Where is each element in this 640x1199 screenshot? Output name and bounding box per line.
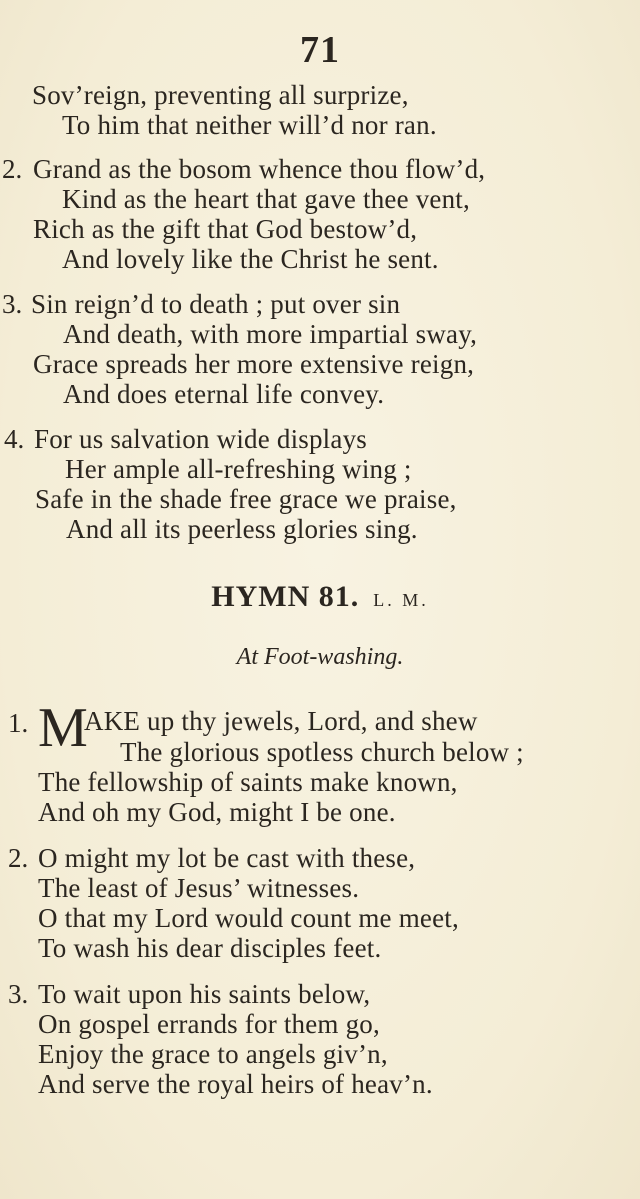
hymn-meter: L. M.	[373, 590, 429, 610]
verse-line: And death, with more impartial sway,	[63, 319, 478, 349]
verse-line: O might my lot be cast with these,	[38, 843, 416, 873]
verse-line: AKE up thy jewels, Lord, and shew	[84, 706, 478, 736]
page-number: 71	[300, 29, 340, 71]
verse-line: Sin reign’d to death ; put over sin	[31, 289, 401, 319]
verse-line: To wash his dear disciples feet.	[38, 933, 382, 963]
verse-line: And lovely like the Christ he sent.	[62, 244, 439, 274]
verse-line: And does eternal life convey.	[63, 379, 385, 409]
verse-line: And oh my God, might I be one.	[38, 797, 396, 827]
verse-line: And serve the royal heirs of heav’n.	[38, 1069, 433, 1099]
verse-line: On gospel errands for them go,	[38, 1009, 380, 1039]
verse-line: Grace spreads her more extensive reign,	[33, 349, 475, 379]
hymn-number: HYMN 81.	[211, 580, 360, 613]
stanza-number: 2.	[2, 154, 23, 184]
stanza-number: 2.	[8, 843, 29, 873]
stanza-number: 3.	[8, 979, 29, 1009]
stanza-number: 3.	[2, 289, 23, 319]
drop-cap: M	[38, 697, 88, 759]
verse-line: To wait upon his saints below,	[38, 979, 371, 1009]
verse-line: Enjoy the grace to angels giv’n,	[38, 1039, 388, 1069]
verse-line: Her ample all-refreshing wing ;	[65, 454, 412, 484]
verse-line: And all its peerless glories sing.	[66, 514, 418, 544]
verse-line: The fellowship of saints make known,	[38, 767, 458, 797]
verse-line: Grand as the bosom whence thou flow’d,	[33, 154, 486, 184]
verse-line: The least of Jesus’ witnesses.	[38, 873, 360, 903]
verse-line: Sov’reign, preventing all surprize,	[32, 80, 409, 110]
verse-line: Safe in the shade free grace we praise,	[35, 484, 457, 514]
verse-line: The glorious spotless church below ;	[120, 737, 524, 767]
stanza-number: 4.	[4, 424, 25, 454]
hymn-subtitle: At Foot-washing.	[236, 644, 404, 670]
verse-line: For us salvation wide displays	[34, 424, 367, 454]
verse-line: Kind as the heart that gave thee vent,	[62, 184, 470, 214]
verse-line: To him that neither will’d nor ran.	[62, 110, 437, 140]
stanza-number: 1.	[8, 708, 29, 738]
verse-line: O that my Lord would count me meet,	[38, 903, 459, 933]
hymn-title	[0, 580, 640, 614]
verse-line: Rich as the gift that God bestow’d,	[33, 214, 418, 244]
